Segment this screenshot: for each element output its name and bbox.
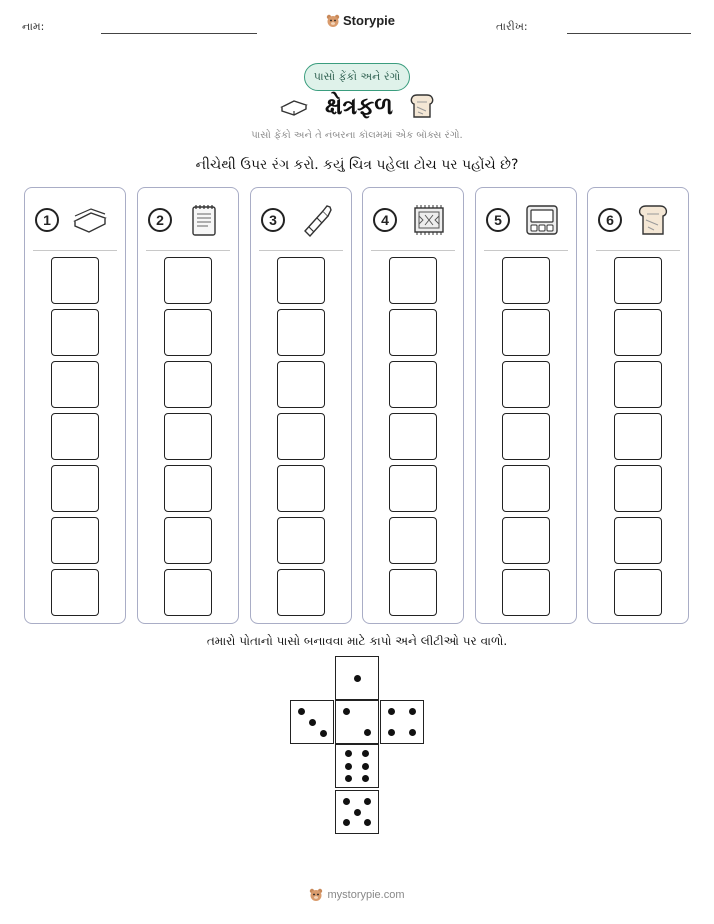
box-stack bbox=[614, 257, 662, 621]
bear-icon bbox=[326, 14, 340, 28]
color-box[interactable] bbox=[614, 517, 662, 564]
box-stack bbox=[51, 257, 99, 621]
color-box[interactable] bbox=[389, 517, 437, 564]
color-box[interactable] bbox=[614, 361, 662, 408]
color-box[interactable] bbox=[389, 465, 437, 512]
die-pip bbox=[362, 763, 369, 770]
color-box[interactable] bbox=[277, 569, 325, 616]
color-box[interactable] bbox=[51, 413, 99, 460]
date-line[interactable] bbox=[567, 33, 691, 34]
color-box[interactable] bbox=[502, 413, 550, 460]
die-pip bbox=[343, 708, 350, 715]
subtitle: પાસો ફેંકો અને તે નંબરના કૉલમમાં એક બૉક્સ રંગો. bbox=[251, 130, 463, 141]
color-box[interactable] bbox=[51, 309, 99, 356]
activity-tag: પાસો ફેંકો અને રંગો bbox=[304, 63, 410, 91]
column-2 bbox=[137, 187, 239, 624]
color-box[interactable] bbox=[164, 465, 212, 512]
name-line[interactable] bbox=[101, 33, 257, 34]
color-box[interactable] bbox=[164, 517, 212, 564]
footer bbox=[0, 888, 714, 902]
brand-name: Storypie bbox=[343, 13, 396, 28]
die-pip bbox=[364, 819, 371, 826]
rug-icon bbox=[409, 203, 447, 237]
die-pip bbox=[345, 750, 352, 757]
color-box[interactable] bbox=[502, 361, 550, 408]
color-box[interactable] bbox=[614, 465, 662, 512]
color-box[interactable] bbox=[389, 361, 437, 408]
cut-instruction: તમારો પોતાનો પાસો બનાવવા માટે કાપો અને લીટીઓ પર વાળો. bbox=[206, 634, 508, 648]
die-pip bbox=[320, 730, 327, 737]
color-box[interactable] bbox=[164, 257, 212, 304]
color-box[interactable] bbox=[277, 517, 325, 564]
bear-icon bbox=[309, 888, 323, 902]
date-label: તારીખ: bbox=[496, 20, 528, 33]
color-box[interactable] bbox=[164, 309, 212, 356]
die-pip bbox=[343, 819, 350, 826]
color-box[interactable] bbox=[502, 257, 550, 304]
column-divider bbox=[259, 250, 343, 251]
color-box[interactable] bbox=[51, 569, 99, 616]
column-number: 1 bbox=[35, 208, 59, 232]
folded-towel-icon bbox=[279, 95, 309, 117]
notepad-icon bbox=[184, 203, 222, 237]
die-pip bbox=[409, 708, 416, 715]
color-box[interactable] bbox=[502, 569, 550, 616]
column-4 bbox=[362, 187, 464, 624]
column-number: 6 bbox=[598, 208, 622, 232]
column-3 bbox=[250, 187, 352, 624]
die-pip bbox=[362, 750, 369, 757]
die-face-left bbox=[290, 700, 334, 744]
box-stack bbox=[277, 257, 325, 621]
color-box[interactable] bbox=[389, 413, 437, 460]
die-pip bbox=[409, 729, 416, 736]
title-row bbox=[0, 92, 714, 120]
color-box[interactable] bbox=[614, 257, 662, 304]
box-stack bbox=[389, 257, 437, 621]
color-box[interactable] bbox=[502, 309, 550, 356]
color-box[interactable] bbox=[51, 361, 99, 408]
die-pip bbox=[388, 708, 395, 715]
die-face-below bbox=[335, 744, 379, 788]
die-pip bbox=[345, 763, 352, 770]
column-divider bbox=[371, 250, 455, 251]
name-label: નામ: bbox=[22, 20, 45, 33]
column-number: 5 bbox=[486, 208, 510, 232]
color-box[interactable] bbox=[277, 465, 325, 512]
instruction: નીચેથી ઉપર રંગ કરો. કયું ચિત્ર પહેલા ટોચ પર પહોંચે છે? bbox=[195, 157, 519, 173]
color-box[interactable] bbox=[389, 569, 437, 616]
column-number: 4 bbox=[373, 208, 397, 232]
footer-url: mystorypie.com bbox=[327, 889, 405, 901]
page-title: ક્ષેત્રફળ bbox=[324, 92, 394, 120]
die-pip bbox=[364, 798, 371, 805]
die-pip bbox=[354, 809, 361, 816]
color-box[interactable] bbox=[277, 361, 325, 408]
column-number: 3 bbox=[261, 208, 285, 232]
die-pip bbox=[298, 708, 305, 715]
crayon-icon bbox=[297, 203, 335, 237]
die-face-right bbox=[380, 700, 424, 744]
column-5 bbox=[475, 187, 577, 624]
color-box[interactable] bbox=[164, 361, 212, 408]
column-divider bbox=[484, 250, 568, 251]
color-box[interactable] bbox=[502, 517, 550, 564]
toast-icon bbox=[409, 93, 435, 119]
color-box[interactable] bbox=[277, 257, 325, 304]
die-pip bbox=[309, 719, 316, 726]
column-1 bbox=[24, 187, 126, 624]
box-stack bbox=[502, 257, 550, 621]
die-pip bbox=[345, 775, 352, 782]
die-face-bottom bbox=[335, 790, 379, 834]
column-6 bbox=[587, 187, 689, 624]
color-box[interactable] bbox=[614, 569, 662, 616]
die-pip bbox=[364, 729, 371, 736]
color-box[interactable] bbox=[51, 465, 99, 512]
column-divider bbox=[33, 250, 117, 251]
box-stack bbox=[164, 257, 212, 621]
color-box[interactable] bbox=[277, 309, 325, 356]
color-box[interactable] bbox=[389, 257, 437, 304]
color-box[interactable] bbox=[164, 413, 212, 460]
toast-icon bbox=[634, 203, 672, 237]
color-box[interactable] bbox=[51, 257, 99, 304]
column-divider bbox=[146, 250, 230, 251]
die-pip bbox=[354, 675, 361, 682]
die-pip bbox=[362, 775, 369, 782]
die-pip bbox=[388, 729, 395, 736]
brand-logo bbox=[326, 13, 395, 28]
column-number: 2 bbox=[148, 208, 172, 232]
color-box[interactable] bbox=[277, 413, 325, 460]
column-divider bbox=[596, 250, 680, 251]
microwave-icon bbox=[522, 203, 560, 237]
color-box[interactable] bbox=[389, 309, 437, 356]
die-pip bbox=[343, 798, 350, 805]
color-box[interactable] bbox=[51, 517, 99, 564]
die-face-top bbox=[335, 656, 379, 700]
color-box[interactable] bbox=[502, 465, 550, 512]
folded-towel-icon bbox=[71, 203, 109, 237]
color-box[interactable] bbox=[614, 309, 662, 356]
die-face-center bbox=[335, 700, 379, 744]
color-box[interactable] bbox=[614, 413, 662, 460]
color-box[interactable] bbox=[164, 569, 212, 616]
